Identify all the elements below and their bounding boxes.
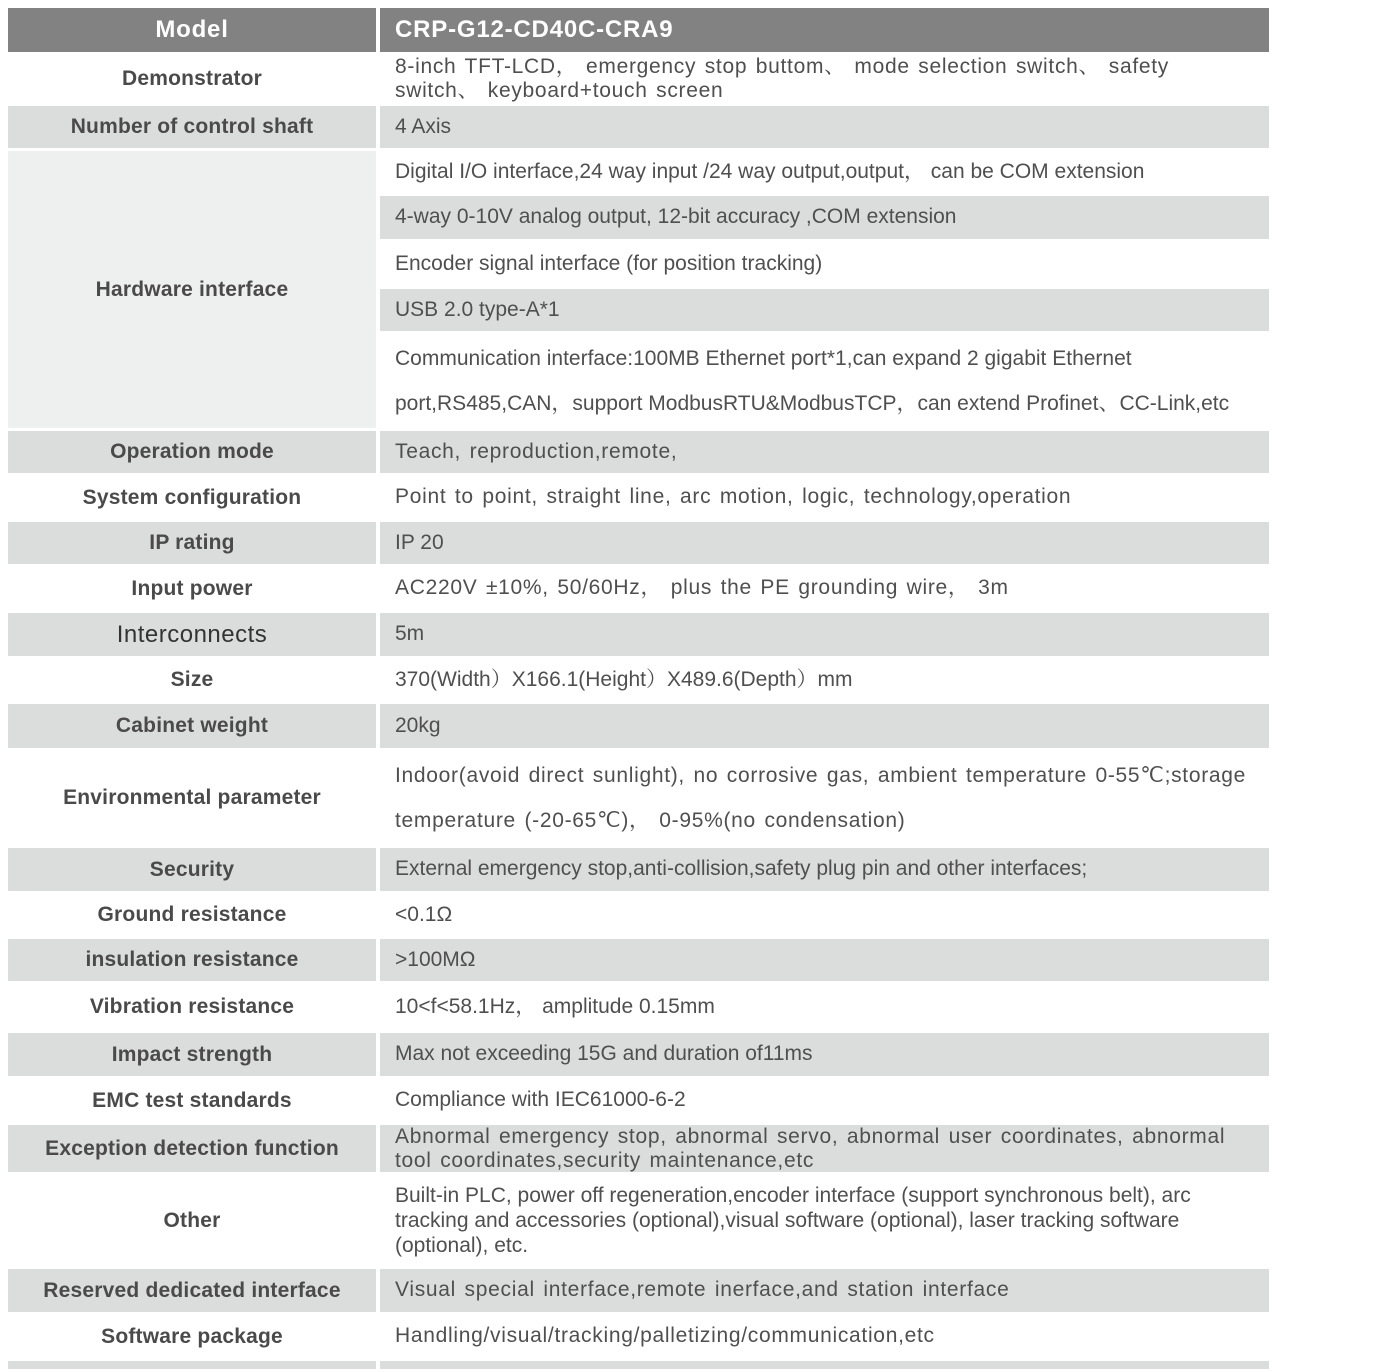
row-value-cell: [380, 984, 1269, 1030]
row-label: Reserved dedicated interface: [43, 1278, 341, 1302]
spec-row-cabinet-weight: [8, 704, 1269, 748]
row-label: Number of control shaft: [70, 115, 314, 138]
row-value-cell: [380, 567, 1269, 610]
row-value: >100MΩ: [395, 947, 476, 971]
bottom-cropped-row: [8, 1361, 1269, 1369]
spec-row-software-package: [8, 1315, 1269, 1358]
row-value-cell: [380, 1315, 1269, 1358]
row-value: Encoder signal interface (for position tracking): [395, 251, 823, 275]
row-value-cell: [380, 106, 1269, 148]
row-label-cell: [8, 984, 376, 1030]
row-value: External emergency stop,anti-collision,safety plug pin and other interfaces;: [395, 857, 1088, 881]
spec-row-ground-resistance: [8, 894, 1269, 936]
row-value: 10<f<58.1Hz， amplitude 0.15mm: [395, 994, 715, 1018]
row-label-cell: [8, 848, 376, 891]
row-value-cell: [380, 1079, 1269, 1122]
bottom-strip-right: [380, 1361, 1269, 1369]
row-value: Built-in PLC, power off regeneration,encoder interface (support synchronous belt), arc tracking and accessories (optional),visual software (optional), laser tracking software (optional), etc.: [395, 1184, 1191, 1257]
row-label: Ground resistance: [97, 903, 287, 926]
row-value-cell: [380, 431, 1269, 473]
row-value-cell: [380, 1125, 1269, 1172]
row-label: IP rating: [149, 531, 235, 554]
row-value: 5m: [395, 622, 425, 646]
row-label: Operation mode: [110, 440, 274, 463]
spec-row-size: [8, 659, 1269, 701]
row-value-cell: [380, 751, 1269, 845]
row-label: Security: [149, 857, 235, 881]
row-value: AC220V ±10%, 50/60Hz， plus the PE grounding wire， 3m: [395, 576, 1009, 600]
row-value: 370(Width）X166.1(Height）X489.6(Depth）mm: [395, 667, 853, 691]
row-label: Cabinet weight: [115, 714, 269, 737]
row-value: Compliance with IEC61000-6-2: [395, 1088, 686, 1112]
row-label: Impact strength: [111, 1042, 273, 1066]
bottom-strip-left: [8, 1361, 376, 1369]
row-label-cell: [8, 659, 376, 701]
row-label-cell: [8, 894, 376, 936]
row-value: 4 Axis: [395, 114, 452, 138]
row-label-cell: [8, 704, 376, 748]
row-value-cell: [380, 55, 1269, 103]
hardware-sub-row: [380, 196, 1269, 239]
row-value: Indoor(avoid direct sunlight), no corrosive gas, ambient temperature 0-55℃;storage temperature (-20-65℃)， 0-95%(no condensation): [395, 764, 1247, 832]
row-label-cell: [8, 567, 376, 610]
row-label-cell: [8, 1125, 376, 1172]
row-label-cell: [8, 55, 376, 103]
hardware-sub-row: [380, 242, 1269, 286]
row-value: Point to point, straight line, arc motion, logic, technology,operation: [395, 485, 1072, 509]
row-value: Abnormal emergency stop, abnormal servo, abnormal user coordinates, abnormal tool coordinates,security maintenance,etc: [395, 1124, 1226, 1172]
row-label: Size: [170, 668, 214, 691]
row-value: Communication interface:100MB Ethernet port*1,can expand 2 gigabit Ethernet port,RS485,CAN，support ModbusRTU&ModbusTCP，can extend Profinet、CC-Link,etc: [395, 347, 1230, 415]
row-label-cell: [8, 522, 376, 564]
hardware-sub-row: [380, 289, 1269, 331]
row-label-cell: [8, 1033, 376, 1076]
row-label-cell: [8, 613, 376, 656]
hardware-sub-row: [380, 151, 1269, 193]
row-label: Demonstrator: [121, 67, 263, 90]
spec-header-row: [8, 8, 1269, 52]
header-model-value-cell: [380, 8, 1269, 52]
row-value: Visual special interface,remote inerface,and station interface: [395, 1278, 1010, 1302]
hardware-sub-rows: [380, 151, 1269, 428]
spec-row-insulation-resistance: [8, 939, 1269, 981]
row-value-cell: [380, 613, 1269, 656]
row-value: Teach, reproduction,remote,: [395, 439, 678, 463]
row-value: 8-inch TFT-LCD， emergency stop buttom、 mode selection switch、 safety switch、 keyboard+touch screen: [395, 55, 1169, 102]
row-label-cell: [8, 1269, 376, 1312]
row-label-cell: [8, 1079, 376, 1122]
row-label: Interconnects: [116, 620, 268, 648]
spec-row-demonstrator: [8, 55, 1269, 103]
row-value: Handling/visual/tracking/palletizing/communication,etc: [395, 1324, 935, 1348]
row-value-cell: [380, 1033, 1269, 1076]
row-label-cell: [8, 1315, 376, 1358]
row-value: 4-way 0-10V analog output, 12-bit accuracy ,COM extension: [395, 205, 957, 229]
spec-row-ip-rating: [8, 522, 1269, 564]
row-label: System configuration: [82, 485, 302, 509]
row-label-cell: [8, 151, 376, 428]
header-model-label: Model: [155, 16, 229, 43]
row-value: 20kg: [395, 713, 441, 737]
spec-row-operation-mode: [8, 431, 1269, 473]
spec-row-impact-strength: [8, 1033, 1269, 1076]
row-value-cell: [380, 704, 1269, 748]
row-value-cell: [380, 848, 1269, 891]
spec-row-input-power: [8, 567, 1269, 610]
row-value-cell: [380, 1269, 1269, 1312]
row-value-cell: [380, 1175, 1269, 1266]
row-label: Input power: [131, 576, 253, 600]
row-label-cell: [8, 106, 376, 148]
row-value-cell: [380, 476, 1269, 519]
row-value: Digital I/O interface,24 way input /24 way output,output， can be COM extension: [395, 159, 1145, 183]
spec-row-emc-test-standards: [8, 1079, 1269, 1122]
row-value: IP 20: [395, 530, 444, 554]
header-model-cell: [8, 8, 376, 52]
row-value: <0.1Ω: [395, 902, 453, 926]
spec-table: [8, 8, 1269, 1372]
row-label-cell: [8, 431, 376, 473]
hardware-sub-row: [380, 334, 1269, 428]
spec-row-other: [8, 1175, 1269, 1266]
row-value-cell: [380, 939, 1269, 981]
row-label: Vibration resistance: [89, 995, 295, 1018]
spec-row-reserved-interface: [8, 1269, 1269, 1312]
row-value: USB 2.0 type-A*1: [395, 297, 560, 321]
row-value-cell: [380, 659, 1269, 701]
row-value-cell: [380, 522, 1269, 564]
row-label: Other: [163, 1208, 221, 1232]
row-label-cell: [8, 751, 376, 845]
spec-row-environmental-parameter: [8, 751, 1269, 845]
row-label-cell: [8, 476, 376, 519]
spec-row-security: [8, 848, 1269, 891]
spec-row-system-configuration: [8, 476, 1269, 519]
row-label: insulation resistance: [85, 948, 299, 971]
spec-row-hardware-interface: [8, 151, 1269, 428]
row-label: Exception detection function: [45, 1136, 339, 1160]
row-value: Max not exceeding 15G and duration of11ms: [395, 1042, 813, 1066]
row-label: EMC test standards: [92, 1088, 292, 1112]
row-value-cell: [380, 894, 1269, 936]
row-label: Software package: [101, 1324, 283, 1348]
model-number: CRP-G12-CD40C-CRA9: [395, 16, 674, 43]
spec-row-control-shaft: [8, 106, 1269, 148]
spec-row-exception-detection: [8, 1125, 1269, 1172]
row-label-cell: [8, 939, 376, 981]
row-label-cell: [8, 1175, 376, 1266]
row-label: Hardware interface: [95, 277, 289, 301]
spec-row-vibration-resistance: [8, 984, 1269, 1030]
row-label: Environmental parameter: [63, 786, 321, 809]
spec-row-interconnects: [8, 613, 1269, 656]
